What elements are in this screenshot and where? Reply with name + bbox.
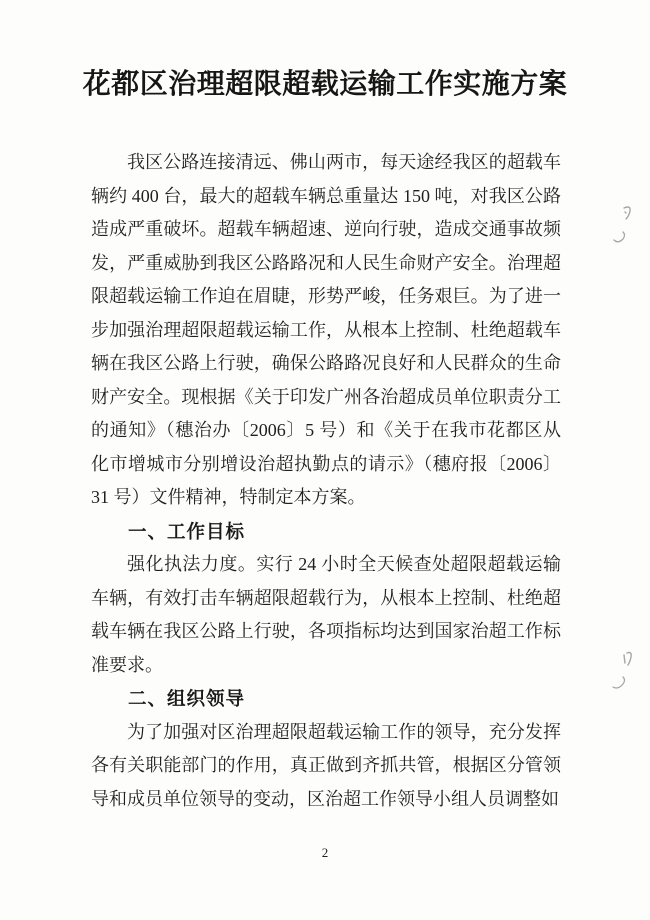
document-body xyxy=(91,146,561,816)
body-paragraph: 强化执法力度。实行 24 小时全天候查处超限超载运输车辆，有效打击车辆超限超载行为，从根本上控制、杜绝超载车辆在我区公路上行驶，各项指标均达到国家治超工作标准要求。 xyxy=(91,554,561,675)
scan-artifact-lower xyxy=(600,645,642,701)
scan-artifact-upper xyxy=(600,202,642,254)
document-title: 花都区治理超限超载运输工作实施方案 xyxy=(82,69,568,100)
body-paragraph: 为了加强对区治理超限超载运输工作的领导，充分发挥各有关职能部门的作用，真正做到齐抓共管，根据区分管领导和成员单位领导的变动，区治超工作领导小组人员调整如 xyxy=(91,721,561,809)
section-heading: 一、工作目标 xyxy=(128,520,246,542)
page-number: 2 xyxy=(321,845,329,860)
section-heading: 二、组织领导 xyxy=(128,688,246,709)
body-paragraph: 我区公路连接清远、佛山两市，每天途经我区的超载车辆约 400 台，最大的超载车辆总重量达 150 吨，对我区公路造成严重破坏。超载车辆超速、逆向行驶，造成交通事故频发，严重威胁到我区公路路况和人民生命财产安全。治理超限超载运输工作迫在眉睫，形势严峻，任务艰巨。为了进一步加强治理超限超载运输工作，从根本上控制、杜绝超载车辆在我区公路上行驶，确保公路路况良好和人民群众的生命财产安全。现根据《关于印发广州各治超成员单位职责分工的通知》（穗治办〔2006〕5 号）和《关于在我市花都区从化市增城市分别增设治超执勤点的请示》（穗府报〔2006〕31 号）文件精神，特制定本方案。 xyxy=(91,152,561,507)
